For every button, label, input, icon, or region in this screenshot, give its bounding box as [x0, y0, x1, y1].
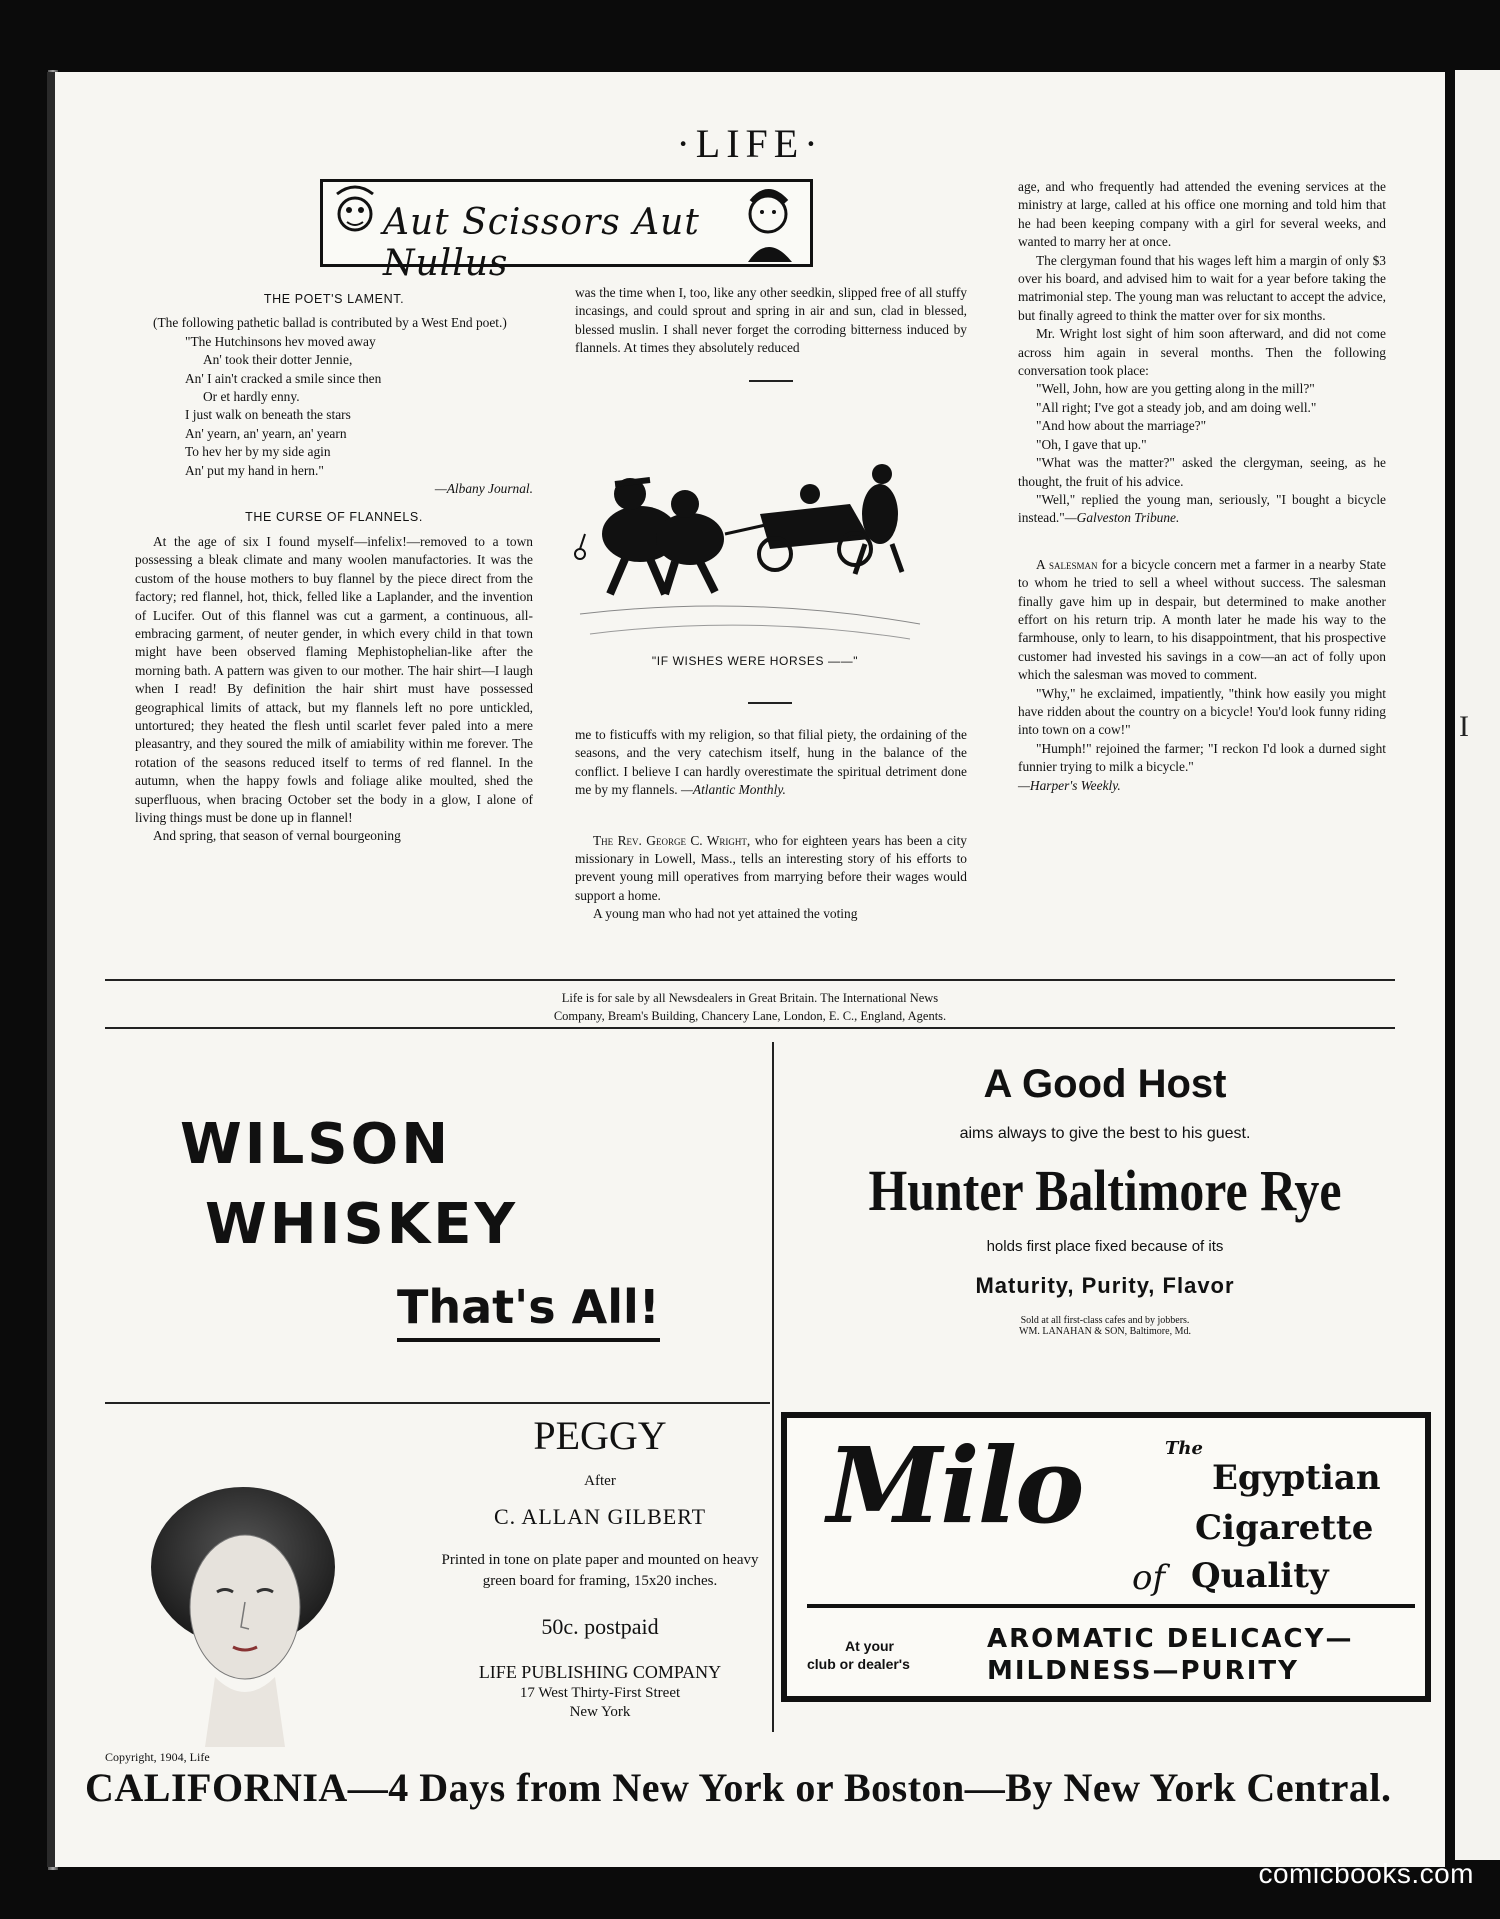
wright-paragraph: The clergyman found that his wages left him a margin of only $3 over his board, and advised him to wait for a year before taking the matrimonial step. The young man was reluctant to accept the advice, but finally agreed to think the matter over for six months.: [1018, 252, 1386, 323]
peggy-print-ad: [435, 1412, 765, 1721]
notice-line-2: Company, Bream's Building, Chancery Lane, London, E. C., England, Agents.: [553, 1009, 947, 1023]
section-banner: [320, 179, 813, 284]
notice-line-1: Life is for sale by all Newsdealers in Great Britain. The International News: [561, 991, 939, 1005]
poem-line: An' yearn, an' yearn, an' yearn: [185, 425, 347, 441]
milo-bottom-1: AROMATIC DELICACY—: [987, 1624, 1354, 1654]
ad-divider-vertical: [772, 1042, 774, 1732]
peggy-artist: C. ALLAN GILBERT: [493, 1504, 707, 1529]
wright-attribution: —Galveston Tribune.: [1064, 510, 1180, 526]
poem-line: "The Hutchinsons hev moved away: [185, 333, 376, 349]
wright-continued: age, and who frequently had attended the evening services at the ministry at large, called at his office one morning and told him that he had been keeping company with a girl for several weeks, and wanted to marry her at once.: [1018, 179, 1386, 250]
peggy-description: Printed in tone on plate paper and mounted on heavy green board for framing, 15x20 inches.: [441, 1552, 759, 1589]
new-york-central-ad: CALIFORNIA—4 Days from New York or Boston—By New York Central.: [85, 1765, 1392, 1810]
salesman-attribution: [1018, 777, 1386, 795]
wilson-slogan: That's All!: [397, 1280, 660, 1342]
peggy-after: After: [584, 1473, 616, 1489]
milo-at-your: At your: [845, 1638, 894, 1654]
magazine-page: [55, 72, 1445, 1867]
dialogue-line: "Well, John, how are you getting along in the mill?": [1036, 381, 1315, 397]
dialogue-text: "Well," replied the young man, seriously, "I bought a bicycle instead.": [1018, 491, 1386, 526]
salesman-attribution-text: —Harper's Weekly.: [1018, 777, 1121, 793]
divider: [748, 702, 792, 704]
salesman-paragraph: [1018, 556, 1386, 685]
flannels-continued: was the time when I, too, like any other seedkin, slipped free of all stuffy incasings, and could sprout and spring in air and sun, clad in blessed, blessed muslin. I shall never forget the corroding bitterness induced by flannels. At times they absolutely reduced: [575, 285, 967, 356]
hunter-subline: aims always to give the best to his guest.: [959, 1125, 1251, 1142]
hunter-fine-print-2: WM. LANAHAN & SON, Baltimore, Md.: [1019, 1326, 1191, 1337]
banner-title: Aut Scissors Aut Nullus: [383, 202, 700, 284]
milo-the: The: [1165, 1438, 1203, 1459]
cartoon-illustration: [570, 444, 930, 654]
milo-club: club or dealer's: [807, 1656, 910, 1672]
banner-right-figure-icon: [728, 182, 808, 266]
banner-left-ornament-icon: [327, 184, 387, 264]
poem-heading: THE POET'S LAMENT.: [263, 292, 405, 306]
ad-divider-horizontal: [105, 1402, 770, 1404]
dialogue-line: "All right; I've got a steady job, and am doing well.": [1036, 399, 1317, 415]
column-middle-bottom: [575, 726, 967, 924]
peggy-city: New York: [569, 1704, 631, 1720]
hunter-brand: Hunter Baltimore Rye: [868, 1158, 1342, 1223]
sales-notice: [55, 989, 1445, 1025]
milo-line-2: Cigarette: [1195, 1508, 1374, 1548]
hunter-fine-print-1: Sold at all first-class cafes and by jobbers.: [1020, 1315, 1190, 1326]
hunter-rye-ad: [785, 1062, 1425, 1337]
flannels-ending: [575, 726, 967, 800]
dialogue-line: "And how about the marriage?": [1036, 418, 1207, 434]
poem-line: I just walk on beneath the stars: [185, 407, 351, 423]
dialogue-line: [1018, 491, 1386, 528]
salesman-text: for a bicycle concern met a farmer in a nearby State to whom he tried to sell a wheel without success. The salesman finally gave him up in despair, but determined to make another effort on his return trip. A month later he made his way to the farmhouse, only to learn, to his disappointment, that his prospective customer had invested his savings in a cow—an act of folly upon which the salesman was moved to comment.: [1018, 556, 1386, 683]
poem-line: To hev her by my side agin: [185, 444, 331, 460]
hunter-tagline: holds first place fixed because of its: [986, 1238, 1224, 1255]
wright-paragraph: Mr. Wright lost sight of him soon afterward, and did not come across him again in several months. Then the following conversation took place:: [1018, 326, 1386, 379]
peggy-portrait: [125, 1457, 345, 1757]
wright-text: who for eighteen years has been a city missionary in Lowell, Mass., tells an interesting story of his efforts to prevent young mill operatives from marrying before their wages would support a home.: [575, 832, 967, 903]
flannels-attribution: —Atlantic Monthly.: [681, 782, 786, 798]
peggy-publisher: LIFE PUBLISHING COMPANY: [478, 1662, 722, 1682]
poem-line: Or et hardly enny.: [203, 389, 300, 405]
peggy-street: 17 West Thirty-First Street: [519, 1685, 681, 1701]
column-left: [135, 284, 533, 846]
salesman-lead: A salesman: [1036, 556, 1098, 572]
hunter-qualities: Maturity, Purity, Flavor: [975, 1273, 1235, 1298]
salesman-paragraph: "Why," he exclaimed, impatiently, "think how easily you might have ridden about the country on a bicycle! You'd look funny riding into town on a cow!": [1018, 685, 1386, 738]
divider: [749, 380, 793, 382]
peggy-title: PEGGY: [533, 1413, 667, 1458]
peggy-price: 50c. postpaid: [541, 1614, 659, 1639]
milo-cigarette-ad: [781, 1412, 1431, 1702]
flannels-heading: THE CURSE OF FLANNELS.: [245, 510, 423, 525]
site-watermark: comicbooks.com: [1258, 1858, 1474, 1889]
milo-line-3: Quality: [1191, 1556, 1329, 1596]
poem: [185, 333, 533, 480]
milo-swash: [807, 1604, 1415, 1608]
notice-rule-bottom: [105, 1027, 1395, 1029]
flannels-paragraph: At the age of six I found myself—infelix!—removed to a town possessing a bleak climate and many woolen manufactories. It was the custom of the house mothers to buy flannel by the piece direct from the factory; red flannel, hot, thick, felled like a Laplander, and the invention of Lucifer. Out of this flannel was cut a garment, a continuous, all-embracing garment, of neuter gender, in which every child in that town might have been observed flaming Mephistophelian-like after the morning bath. A pattern was given to our mother. The hair shirt—I laugh when I read! By definition the hair shirt must have possessed geographical limits of attack, but my flannels left no pore untickled, untortured; they heated the flesh until scarlet fever paled into a mere pleasantry, and they soured the milk of amiability within me forever. The rotation of the seasons reduced itself to terms of red flannel. In the autumn, when the happy fowls and foliage alike moulted, shed the superfluous, when bracing October set the body in a glow, I alone of living things must be done up in flannel!: [135, 533, 533, 825]
flannels-paragraph: And spring, that season of vernal bourgeoning: [153, 828, 401, 844]
flannels-ending-text: me to fisticuffs with my religion, so that filial piety, the ordaining of the seasons, and the very catechism itself, hung in the balance of the conflict. I believe I can hardly overestimate the spiritual detriment done me by my flannels.: [575, 727, 967, 798]
dialogue-line: "Oh, I gave that up.": [1036, 436, 1147, 452]
wright-lead: The Rev. George C. Wright,: [593, 832, 751, 848]
poem-attribution: —Albany Journal.: [434, 481, 533, 497]
poem-line: An' I ain't cracked a smile since then: [185, 370, 382, 386]
wilson-line-1: WILSON: [180, 1112, 452, 1177]
poem-intro: (The following pathetic ballad is contributed by a West End poet.): [153, 315, 507, 331]
column-middle-top: [575, 284, 967, 382]
milo-of: of: [1132, 1558, 1166, 1598]
hunter-headline: A Good Host: [983, 1062, 1227, 1106]
wright-paragraph-2: A young man who had not yet attained the voting: [593, 906, 858, 922]
milo-bottom-2: MILDNESS—PURITY: [987, 1656, 1299, 1686]
wilson-whiskey-ad: [115, 1112, 755, 1392]
column-right: [1018, 178, 1386, 795]
milo-line-1: Egyptian: [1212, 1458, 1381, 1498]
poem-line: An' took their dotter Jennie,: [203, 352, 353, 368]
milo-script: Milo: [827, 1424, 1083, 1547]
cartoon-caption: "IF WISHES WERE HORSES ——": [651, 654, 859, 668]
adjacent-page-edge: I: [1455, 70, 1500, 1860]
salesman-paragraph: "Humph!" rejoined the farmer; "I reckon I'd look a durned sight funnier trying to milk a bicycle.": [1018, 740, 1386, 775]
wright-paragraph: [575, 832, 967, 906]
dialogue-line: "What was the matter?" asked the clergyman, seeing, as he thought, the fruit of his advice.: [1018, 455, 1386, 489]
wilson-line-2: WHISKEY: [205, 1192, 519, 1257]
poem-line: An' put my hand in hern.": [185, 462, 324, 478]
masthead: ·LIFE·: [676, 121, 824, 166]
notice-rule-top: [105, 979, 1395, 981]
copyright-notice: Copyright, 1904, Life: [105, 1750, 210, 1764]
